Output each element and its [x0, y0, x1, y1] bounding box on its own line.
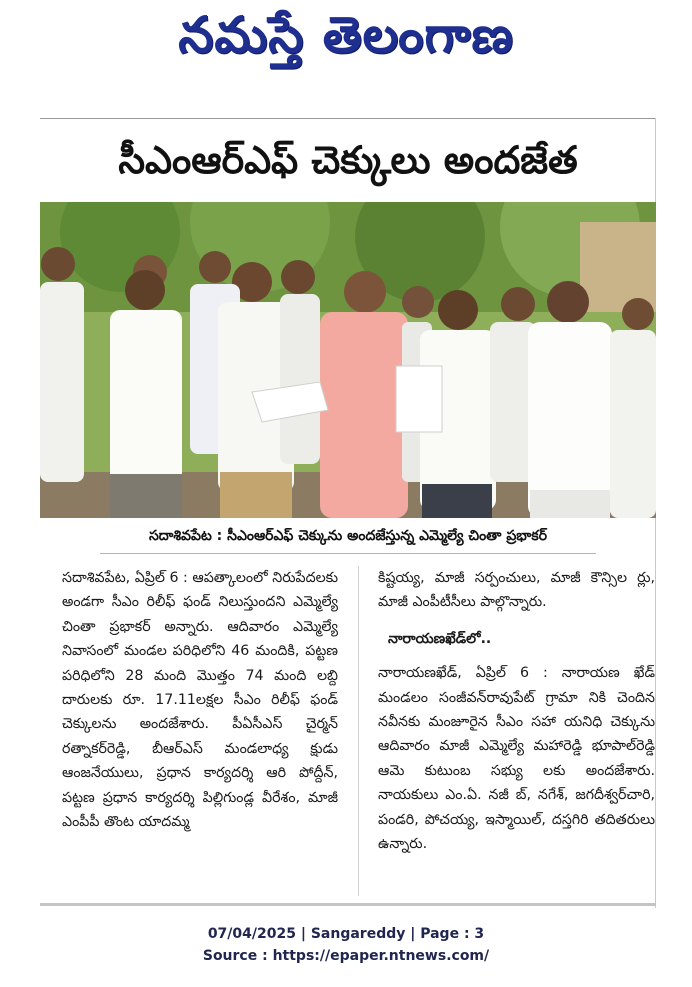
article-paragraph: సదాశివపేట, ఏప్రిల్ 6 : ఆపత్కాలంలో నిరుపేదలకు అండగా సీఎం రిలీఫ్ ఫండ్ నిలుస్తుందని ఎమ్మెల్యే చింతా ప్రభాకర్ అన్నారు. ఆదివారం ఎమ్మెల్యే నివాసంలో మండల పరిధిలోని 46 మందికి, పట్టణ పరిధిలోని 28 మంది మొత్తం 74 మంది లబ్ది దారులకు రూ. 17.11లక్షల సీఎం రిలీఫ్ ఫండ్ చెక్కులను అందజేశారు. పీఏసీఎస్ చైర్మన్ రత్నాకర్‌రెడ్డి, బీఆర్ఎస్ మండలాధ్య క్షుడు ఆంజనేయులు, ప్రధాన కార్యదర్శి ఆరి పోద్దీన్, పట్టణ ప్రధాన కార్యదర్శి పిల్లిగుండ్ల వీరేశం, మాజీ ఎంపీపీ తొంట యాదమ్మ: [62, 570, 338, 831]
top-rule: [40, 118, 656, 119]
article-paragraph: నారాయణఖేడ్, ఏప్రిల్ 6 : నారాయణ ఖేడ్ మండలం సంజీవన్‌రావుపేట్ గ్రామా నికి చెందిన నవీనకు మంజూరైన సీఎం సహా యనిధి చెక్కును ఆదివారం మాజీ ఎమ్మెల్యే మహారెడ్డి భూపాల్‌రెడ్డి ఆమె కుటుంబ సభ్యు లకు అందజేశారు. నాయకులు ఎం.ఏ. నజీ బ్, నగేశ్, జగదీశ్వర్‌చారి, పండరి, పోచయ్య, ఇస్మాయిల్, దస్తగిరి తదితరులు ఉన్నారు.: [378, 665, 655, 853]
page-footer: [0, 923, 692, 967]
column-divider: [358, 566, 359, 896]
caption-rule: [100, 553, 596, 554]
article-subhead: నారాయణఖేడ్‌లో..: [388, 630, 492, 647]
article-headline: సీఎంఆర్ఎఫ్ చెక్కులు అందజేత: [118, 138, 578, 182]
photo-caption: సదాశివపేట : సీఎంఆర్ఎఫ్ చెక్కును అందజేస్తున్న ఎమ్మెల్యే చింతా ప్రభాకర్: [148, 528, 548, 544]
edition-info: 07/04/2025 | Sangareddy | Page : 3: [207, 926, 485, 942]
source-link: Source : https://epaper.ntnews.com/: [202, 948, 490, 964]
article-photo: [40, 202, 656, 518]
masthead: [0, 0, 692, 88]
article-paragraph: కిష్టయ్య, మాజీ సర్పంచులు, మాజీ కౌన్సిల ర్లు, మాజీ ఎంపీటీసీలు పాల్గొన్నారు.: [378, 570, 655, 611]
newspaper-logo: నమస్తే తెలంగాణ: [178, 6, 514, 64]
article-column-left: [62, 566, 338, 834]
bottom-rule: [40, 903, 656, 906]
article-column-right: [378, 566, 655, 856]
group-photo-illustration: [40, 202, 656, 518]
